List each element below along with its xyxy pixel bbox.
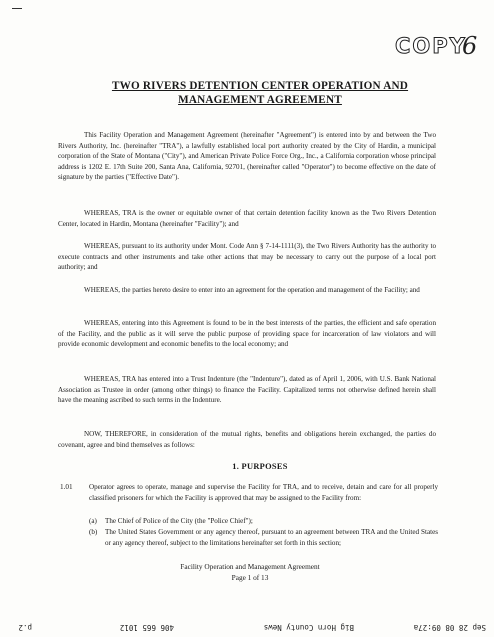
- section-heading-purposes: 1. PURPOSES: [232, 462, 288, 471]
- document-title-line2: MANAGEMENT AGREEMENT: [178, 94, 342, 106]
- footer-title: Facility Operation and Management Agreement: [180, 562, 320, 571]
- fax-date: Sep 28 08 09:27a: [413, 623, 486, 632]
- intro-paragraph: This Facility Operation and Management Agreement (hereinafter "Agreement") is entered into by and between the Two Rivers Authority, Inc. (hereinafter "TRA"), a lawfully established local port authority created by the City of Hardin, a municipal corporation of the State of Montana ("City"), and American Private Police Force Org., Inc., a California corporation whose principal address is 1202 E. 17th Suite 200, Santa Ana, California, 92701, (hereinafter called "Operator") to become effective on the date of signature by the parties ("Effective Date").: [58, 131, 436, 182]
- fax-sender: Big Horn County News: [263, 623, 354, 632]
- whereas-paragraph-2: WHEREAS, pursuant to its authority under Mont. Code Ann § 7-14-1111(3), the Two Rivers Authority has the authority to execute contracts and other instruments and take other actions that may be necessary to carry out the purpose of a local port authority; and: [58, 242, 436, 272]
- copy-number-handwritten: 6: [462, 32, 478, 60]
- section-1-01-text: Operator agrees to operate, manage and supervise the Facility for TRA, and to receive, detain and care for all properly classified prisoners for which the Facility is approved that may be assigned to the Facility from:: [89, 483, 438, 502]
- fax-header-strip: [0, 618, 494, 632]
- whereas-paragraph-5: WHEREAS, TRA has entered into a Trust Indenture (the "Indenture"), dated as of April 1, 2006, with U.S. Bank National Association as Trustee in order (among other things) to finance the Facility. Capitalized terms not otherwise defined herein shall have the meaning ascribed to such terms in the Indenture.: [58, 375, 436, 405]
- section-number: 1.01: [60, 483, 73, 491]
- whereas-paragraph-1: WHEREAS, TRA is the owner or equitable owner of that certain detention facility known as the Two Rivers Detention Center, located in Hardin, Montana (hereinafter "Facility"); and: [58, 209, 436, 228]
- whereas-paragraph-4: WHEREAS, entering into this Agreement is found to be in the best interests of the parties, the efficient and safe operation of the Facility, and the public as it will serve the public purpose of providing space for incarceration of law violators and will provide economic development and economic benefits to the local economy; and: [58, 319, 436, 349]
- fax-page: p.2: [18, 623, 32, 632]
- copy-stamp: COPY: [395, 34, 467, 58]
- now-therefore-paragraph: NOW, THEREFORE, in consideration of the mutual rights, benefits and obligations herein exchanged, the parties do covenant, agree and bind themselves as follows:: [58, 430, 436, 449]
- fax-phone: 406 665 1012: [119, 623, 174, 632]
- whereas-paragraph-3: WHEREAS, the parties hereto desire to enter into an agreement for the operation and management of the Facility; and: [84, 286, 420, 294]
- margin-mark: [12, 8, 22, 9]
- footer-page-number: Page 1 of 13: [231, 573, 269, 582]
- list-item-label: (b): [89, 528, 98, 536]
- document-title-line1: TWO RIVERS DETENTION CENTER OPERATION AND: [111, 80, 409, 92]
- list-item-label: (a): [89, 517, 97, 525]
- list-item-text: The United States Government or any agency thereof, pursuant to an agreement between TRA and the United States or any agency thereof, subject to the limitations hereinafter set forth in this section;: [105, 528, 438, 547]
- list-item-text: The Chief of Police of the City (the "Police Chief");: [105, 517, 253, 525]
